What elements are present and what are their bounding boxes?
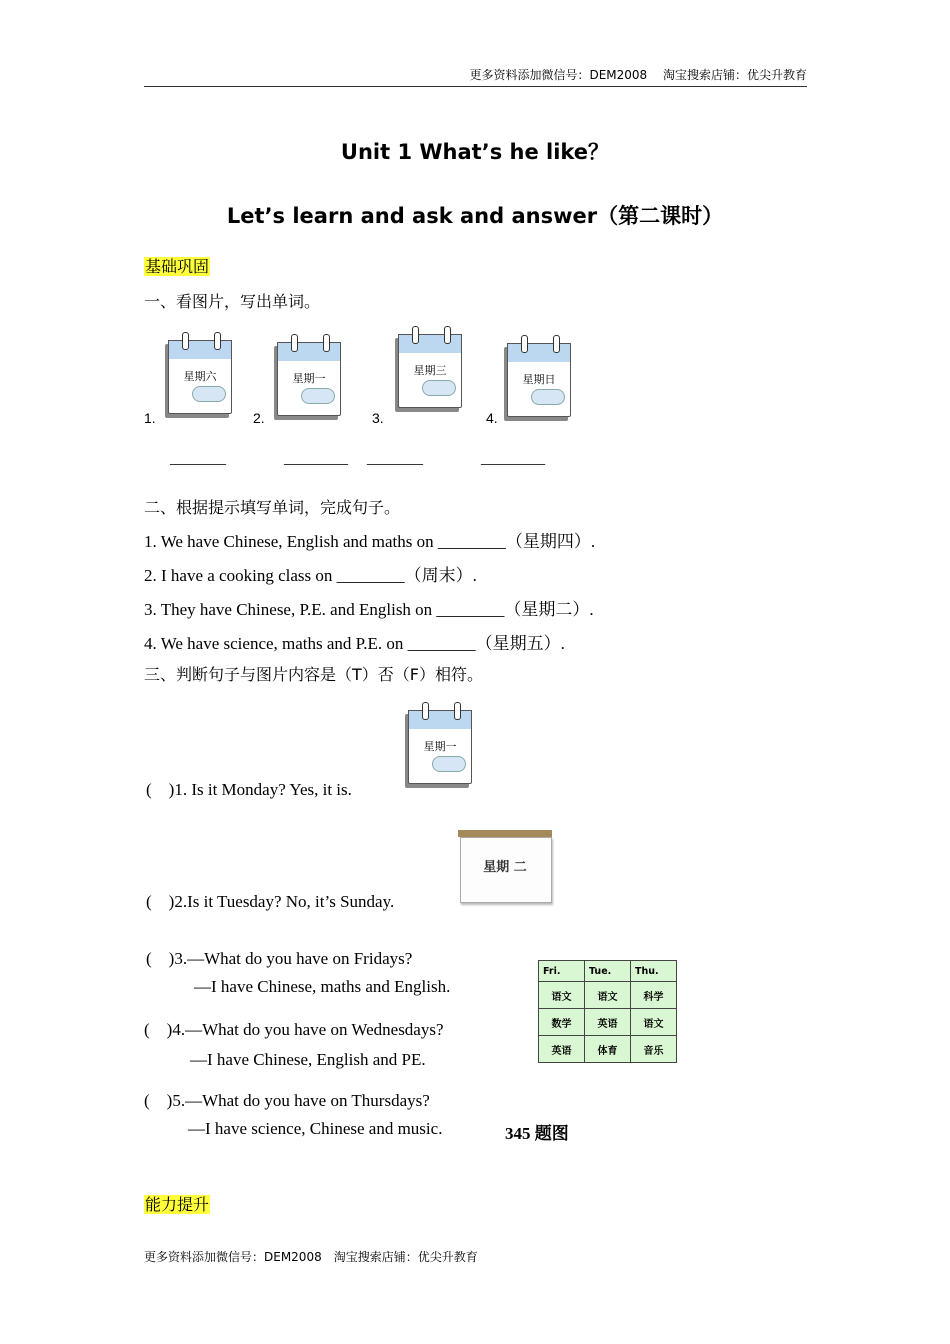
calendar-4-label: 星期日 <box>522 373 556 386</box>
answer-blank-4[interactable]: ________ <box>481 450 545 467</box>
part3-q2: ( )2.Is it Tuesday? No, it’s Sunday. <box>146 892 395 911</box>
schedule-cell: 体育 <box>585 1036 631 1063</box>
part2-sentence-2: 2. I have a cooking class on ________（周末）. <box>144 566 477 585</box>
part2-heading: 二、根据提示填写单词，完成句子。 <box>144 498 401 517</box>
part3-q3-answer: —I have Chinese, maths and English. <box>194 977 451 996</box>
section-advance-label: 能力提升 <box>145 1195 210 1214</box>
calendar-1-label: 星期六 <box>183 370 217 383</box>
part1-num-1: 1. <box>144 410 156 426</box>
part1-num-3: 3. <box>372 410 384 426</box>
q1-calendar-label: 星期一 <box>423 740 457 753</box>
figure-caption: 345 题图 <box>505 1124 569 1143</box>
lesson-title: Let’s learn and ask and answer（第二课时） <box>226 204 724 228</box>
schedule-table <box>538 960 677 1063</box>
part3-q1: ( )1. Is it Monday? Yes, it is. <box>146 780 352 799</box>
schedule-cell: 语文 <box>631 1009 677 1036</box>
part1-num-4: 4. <box>486 410 498 426</box>
part3-q4-question: ( )4.—What do you have on Wednesdays? <box>144 1020 444 1039</box>
section-advance <box>144 1192 210 1215</box>
part3-q5-answer: —I have science, Chinese and music. <box>188 1119 443 1138</box>
part1-num-2: 2. <box>253 410 265 426</box>
schedule-cell: 语文 <box>539 982 585 1009</box>
part2-sentence-3: 3. They have Chinese, P.E. and English on ________（星期二）. <box>144 600 594 619</box>
answer-blank-2[interactable]: ________ <box>284 450 348 467</box>
schedule-cell: 数学 <box>539 1009 585 1036</box>
calendar-3-label: 星期三 <box>413 364 447 377</box>
schedule-cell: 语文 <box>585 982 631 1009</box>
schedule-header-fri: Fri. <box>539 961 585 982</box>
schedule-cell: 英语 <box>585 1009 631 1036</box>
page-footer: 更多资料添加微信号：DEM2008 淘宝搜索店铺：优尖升教育 <box>144 1250 478 1264</box>
schedule-header-row <box>539 961 677 982</box>
schedule-cell: 英语 <box>539 1036 585 1063</box>
part3-q4-answer: —I have Chinese, English and PE. <box>190 1050 426 1069</box>
section-basic <box>144 254 210 277</box>
q2-board-label: 星期 二 <box>483 860 527 875</box>
calendar-2-label: 星期一 <box>292 372 326 385</box>
schedule-cell: 音乐 <box>631 1036 677 1063</box>
answer-blank-1[interactable]: _______ <box>170 450 226 467</box>
part3-q3-question: ( )3.—What do you have on Fridays? <box>146 949 413 968</box>
schedule-header-tue: Tue. <box>585 961 631 982</box>
unit-title: Unit 1 What’s he like？ <box>340 140 610 164</box>
section-basic-label: 基础巩固 <box>145 257 210 276</box>
schedule-header-thu: Thu. <box>631 961 677 982</box>
schedule-cell: 科学 <box>631 982 677 1009</box>
part3-q5-question: ( )5.—What do you have on Thursdays? <box>144 1091 430 1110</box>
part1-heading: 一、看图片，写出单词。 <box>144 292 321 311</box>
answer-blank-3[interactable]: _______ <box>367 450 423 467</box>
schedule-row <box>539 1009 677 1036</box>
schedule-row <box>539 1036 677 1063</box>
schedule-row <box>539 982 677 1009</box>
part3-heading: 三、判断句子与图片内容是（T）否（F）相符。 <box>144 665 483 684</box>
q2-board <box>458 830 552 902</box>
part2-sentence-1: 1. We have Chinese, English and maths on ________（星期四）. <box>144 532 596 551</box>
header-divider <box>144 86 807 87</box>
part2-sentence-4: 4. We have science, maths and P.E. on ________（星期五）. <box>144 634 565 653</box>
page-header: 更多资料添加微信号：DEM2008 淘宝搜索店铺：优尖升教育 <box>469 68 807 82</box>
